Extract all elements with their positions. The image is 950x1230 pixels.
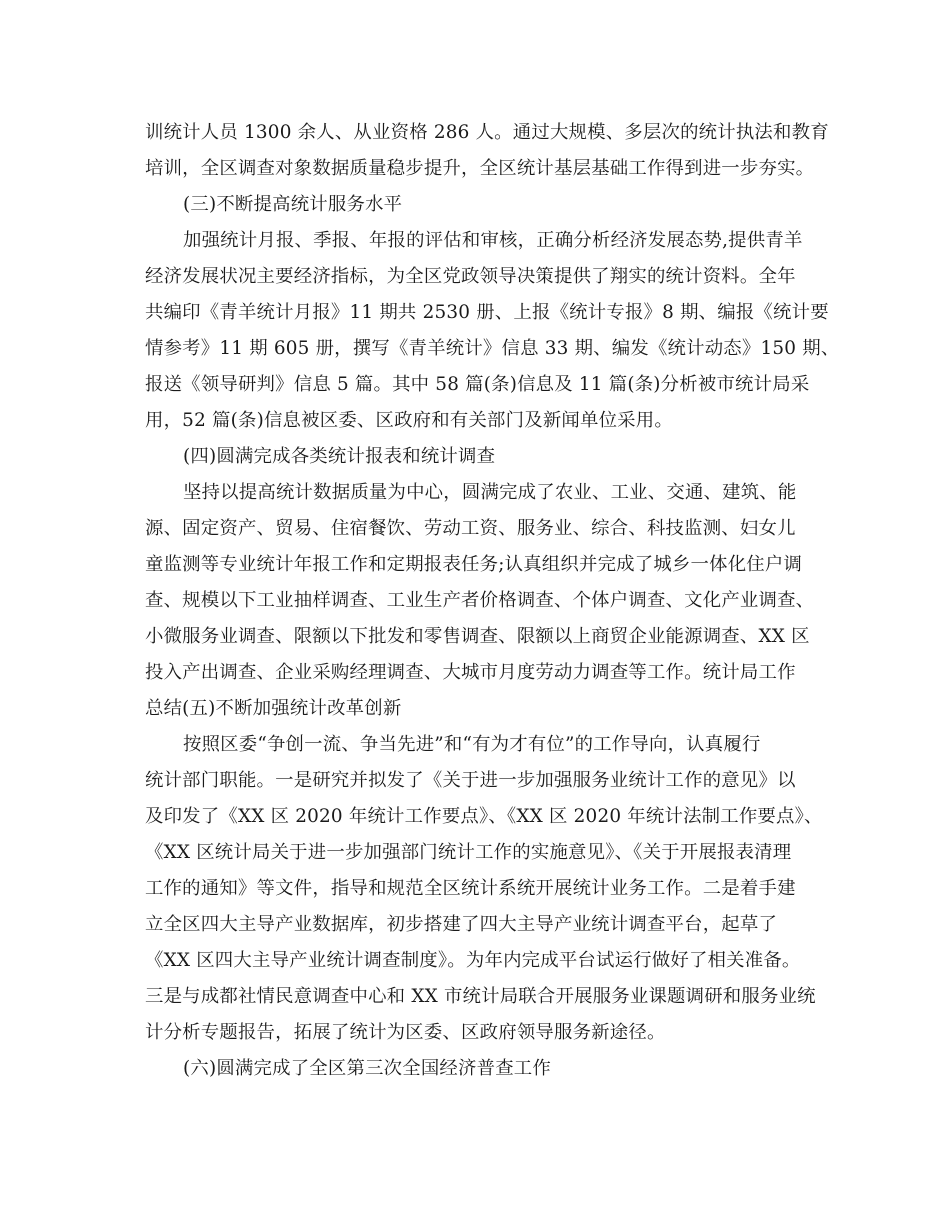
- text-line: 《XX 区四大主导产业统计调查制度》。为年内完成平台试运行做好了相关准备。: [145, 950, 801, 971]
- text-line: 立全区四大主导产业数据库，初步搭建了四大主导产业统计调查平台，起草了: [145, 914, 778, 935]
- text-line: 坚持以提高统计数据质量为中心，圆满完成了农业、工业、交通、建筑、能: [183, 482, 797, 503]
- text-line: 情参考》11 期 605 册，撰写《青羊统计》信息 33 期、编发《统计动态》150 期、: [145, 338, 840, 359]
- text-line: 三是与成都社情民意调查中心和 XX 市统计局联合开展服务业课题调研和服务业统: [145, 986, 816, 1007]
- text-line: 用，52 篇(条)信息被区委、区政府和有关部门及新闻单位采用。: [145, 410, 673, 431]
- section-heading: (六)圆满完成了全区第三次全国经济普查工作: [183, 1058, 551, 1079]
- text-line: 《XX 区统计局关于进一步加强部门统计工作的实施意见》、《关于开展报表清理: [145, 842, 792, 863]
- text-line: 小微服务业调查、限额以下批发和零售调查、限额以上商贸企业能源调查、XX 区: [145, 626, 810, 647]
- text-line: 童监测等专业统计年报工作和定期报表任务;认真组织并完成了城乡一体化住户调: [145, 554, 803, 575]
- text-line: 工作的通知》等文件，指导和规范全区统计系统开展统计业务工作。二是着手建: [145, 878, 796, 899]
- section-heading: (三)不断提高统计服务水平: [183, 194, 403, 215]
- text-line: 总结(五)不断加强统计改革创新: [145, 698, 402, 719]
- text-line: 经济发展状况主要经济指标，为全区党政领导决策提供了翔实的统计资料。全年: [145, 266, 796, 287]
- text-line: 训统计人员 1300 余人、从业资格 286 人。通过大规模、多层次的统计执法和教育: [145, 122, 829, 143]
- text-line: 源、固定资产、贸易、住宿餐饮、劳动工资、服务业、综合、科技监测、妇女儿: [145, 518, 796, 539]
- text-line: 查、规模以下工业抽样调查、工业生产者价格调查、个体户调查、文化产业调查、: [145, 590, 815, 611]
- text-line: 及印发了《XX 区 2020 年统计工作要点》、《XX 区 2020 年统计法制工作要点》、: [145, 806, 823, 827]
- text-line: 统计部门职能。一是研究并拟发了《关于进一步加强服务业统计工作的意见》以: [145, 770, 796, 791]
- text-line: 计分析专题报告，拓展了统计为区委、区政府领导服务新途径。: [145, 1022, 666, 1043]
- text-line: 加强统计月报、季报、年报的评估和审核，正确分析经济发展态势,提供青羊: [183, 230, 803, 251]
- section-heading: (四)圆满完成各类统计报表和统计调查: [183, 446, 496, 467]
- text-line: 按照区委“争创一流、争当先进”和“有为才有位”的工作导向，认真履行: [183, 734, 761, 755]
- text-line: 共编印《青羊统计月报》11 期共 2530 册、上报《统计专报》8 期、编报《统计要: [145, 302, 829, 323]
- text-line: 报送《领导研判》信息 5 篇。其中 58 篇(条)信息及 11 篇(条)分析被市统计局采: [145, 374, 810, 395]
- text-line: 投入产出调查、企业采购经理调查、大城市月度劳动力调查等工作。统计局工作: [145, 662, 796, 683]
- text-line: 培训，全区调查对象数据质量稳步提升，全区统计基层基础工作得到进一步夯实。: [145, 158, 815, 179]
